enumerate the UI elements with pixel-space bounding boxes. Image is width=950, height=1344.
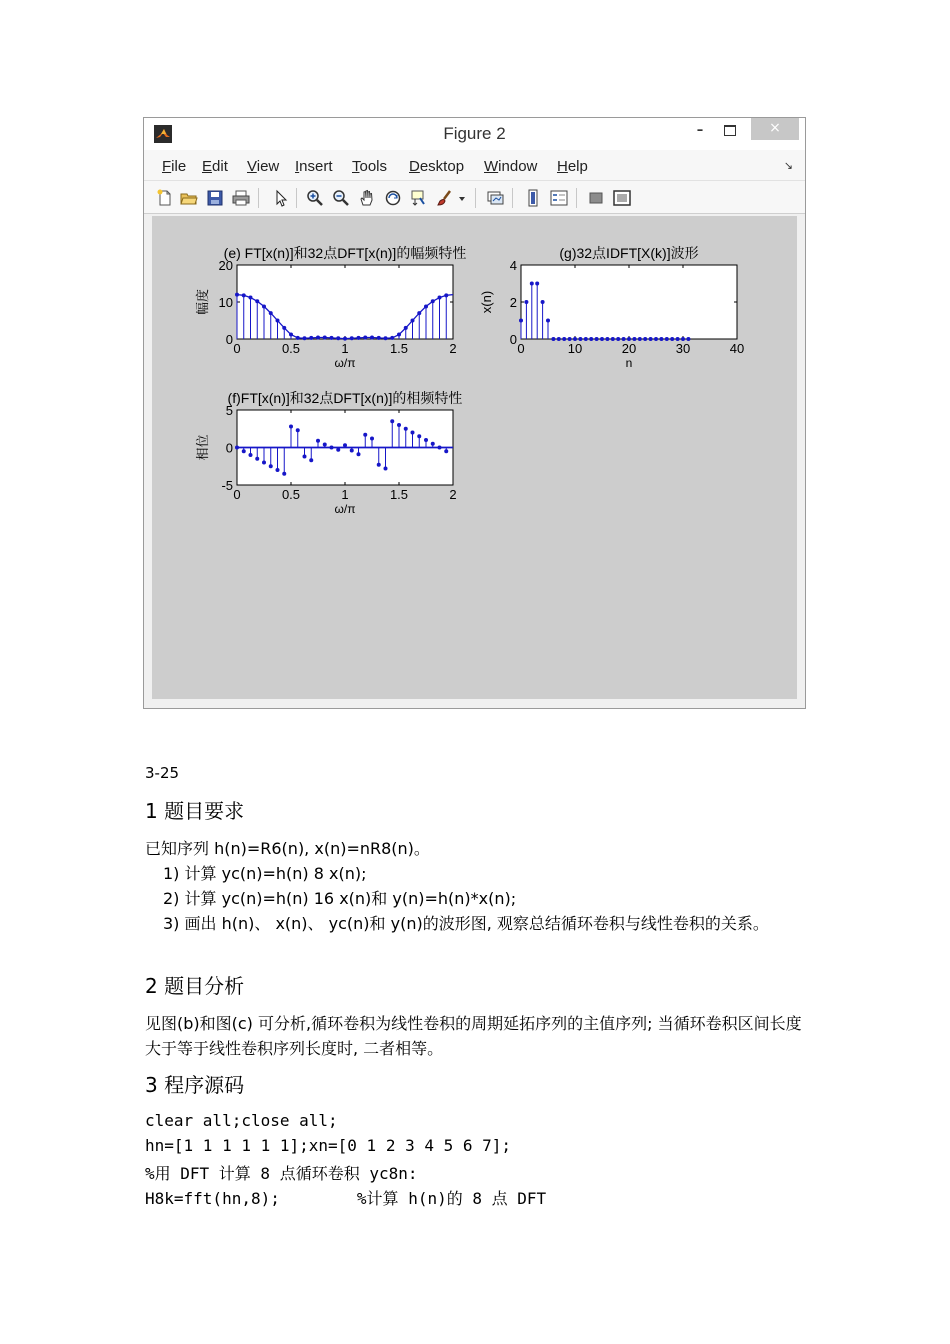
window-title: Figure 2 [443, 124, 506, 143]
stem-marker [595, 337, 599, 341]
toolbar-separator [512, 188, 513, 208]
stem-marker [255, 457, 259, 461]
requirement-intro: 已知序列 h(n)=R6(n), x(n)=nR8(n)。 [145, 839, 430, 858]
stem-marker [438, 296, 442, 300]
stem-marker [444, 449, 448, 453]
brush-dropdown-icon[interactable] [457, 189, 467, 207]
y-tick-label: 5 [225, 403, 233, 418]
axes-e [195, 245, 466, 370]
stem-marker [681, 337, 685, 341]
stem-marker [431, 442, 435, 446]
stem-marker [638, 337, 642, 341]
rotate-3d-icon[interactable] [384, 189, 402, 207]
title-bar[interactable] [144, 118, 805, 150]
y-tick-label: 0 [509, 332, 517, 347]
stem-marker [357, 336, 361, 340]
stem-marker [557, 337, 561, 341]
stem-marker [686, 337, 690, 341]
stem-marker [269, 311, 273, 315]
stem-marker [589, 337, 593, 341]
stem-marker [235, 293, 239, 297]
stem-marker [611, 337, 615, 341]
stem-marker [616, 337, 620, 341]
stem-marker [296, 428, 300, 432]
stem-marker [289, 425, 293, 429]
y-axis-label: 相位 [195, 434, 210, 461]
stem-marker [242, 293, 246, 297]
stem-marker [289, 333, 293, 337]
stem-marker [336, 336, 340, 340]
stem-marker [249, 296, 253, 300]
x-axis-label: n [625, 356, 633, 370]
colorbar-icon[interactable] [524, 189, 542, 207]
stem-marker [343, 337, 347, 341]
x-tick-label: 10 [567, 341, 583, 356]
stem-marker [330, 336, 334, 340]
maximize-button[interactable] [717, 120, 743, 142]
x-tick-label: 2 [449, 487, 457, 502]
open-file-icon[interactable] [180, 189, 198, 207]
x-tick-label: 2 [449, 341, 457, 356]
stem-marker [665, 337, 669, 341]
stem-marker [363, 336, 367, 340]
toolbar-separator [475, 188, 476, 208]
y-tick-label: 2 [509, 295, 517, 310]
stem-marker [397, 333, 401, 337]
heading-requirements: 1 题目要求 [145, 799, 245, 823]
x-tick-label: 1 [341, 341, 349, 356]
save-icon[interactable] [206, 189, 224, 207]
axes-f [195, 390, 462, 516]
stem-marker [390, 419, 394, 423]
stem-marker [316, 439, 320, 443]
menu-desktop[interactable]: Desktop [409, 158, 465, 175]
pointer-arrow-icon[interactable] [272, 189, 290, 207]
pan-hand-icon[interactable] [358, 189, 376, 207]
stem-marker [573, 337, 577, 341]
stem-marker [535, 282, 539, 286]
axes-g [479, 245, 744, 370]
stem-marker [303, 336, 307, 340]
maximize-icon [724, 125, 736, 136]
stem-marker [397, 423, 401, 427]
link-plot-icon[interactable] [486, 189, 504, 207]
stem-marker [384, 467, 388, 471]
stem-marker [578, 337, 582, 341]
stem-marker [242, 449, 246, 453]
toolbar-separator [576, 188, 577, 208]
stem-marker [627, 337, 631, 341]
stem-marker [384, 336, 388, 340]
stem-marker [377, 463, 381, 467]
requirement-item-2: 2) 计算 yc(n)=h(n) 16 x(n)和 y(n)=h(n)*x(n); [163, 889, 517, 908]
y-axis-label: x(n) [479, 290, 494, 314]
x-tick-label: 20 [621, 341, 637, 356]
x-tick-label: 0 [233, 487, 241, 502]
stem-marker [323, 336, 327, 340]
stem-marker [404, 427, 408, 431]
stem-marker [309, 336, 313, 340]
stem-marker [316, 336, 320, 340]
stem-marker [622, 337, 626, 341]
y-tick-label: 4 [509, 258, 517, 273]
toolbar-separator [296, 188, 297, 208]
stem-marker [551, 337, 555, 341]
stem-marker [309, 458, 313, 462]
stem-marker [519, 319, 523, 323]
x-tick-label: 1 [341, 487, 349, 502]
stem-marker [357, 452, 361, 456]
stem-marker [323, 443, 327, 447]
toolbar-separator [258, 188, 259, 208]
stem-marker [404, 326, 408, 330]
stem-marker [654, 337, 658, 341]
zoom-out-icon[interactable] [332, 189, 350, 207]
stem-marker [417, 311, 421, 315]
stem-marker [350, 336, 354, 340]
menu-file[interactable]: File [162, 158, 187, 175]
stem-marker [343, 443, 347, 447]
brush-icon[interactable] [436, 189, 454, 207]
stem-marker [643, 337, 647, 341]
stem-marker [568, 337, 572, 341]
stem-marker [411, 319, 415, 323]
show-plot-tools-icon[interactable] [613, 189, 631, 207]
stem-marker [600, 337, 604, 341]
stem-marker [424, 304, 428, 308]
y-tick-label: -5 [221, 478, 233, 493]
menu-edit[interactable]: Edit [202, 158, 228, 175]
section-number: 3-25 [145, 764, 180, 782]
stem-marker [524, 300, 528, 304]
menu-tools[interactable]: Tools [352, 158, 388, 175]
figure-plots [152, 216, 797, 699]
x-tick-label: 0 [233, 341, 241, 356]
stem-marker [541, 300, 545, 304]
chart-title: (f)FT[x(n)]和32点DFT[x(n)]的相频特性 [227, 390, 463, 406]
stem-marker [303, 455, 307, 459]
heading-source-code: 3 程序源码 [145, 1073, 245, 1097]
menu-help[interactable]: Help [557, 158, 588, 175]
stem-marker [350, 449, 354, 453]
heading-analysis: 2 题目分析 [145, 974, 245, 998]
x-tick-label: 30 [675, 341, 691, 356]
zoom-in-icon[interactable] [306, 189, 324, 207]
new-figure-icon[interactable] [156, 189, 174, 207]
stem-marker [676, 337, 680, 341]
plot-area [521, 265, 737, 339]
stem-marker [411, 431, 415, 435]
stem-marker [276, 319, 280, 323]
x-tick-label: 1.5 [389, 341, 409, 356]
code-line: H8k=fft(hn,8); %计算 h(n)的 8 点 DFT [145, 1189, 547, 1208]
stem-marker [262, 461, 266, 465]
plot-area [237, 265, 453, 339]
stem-marker [235, 446, 239, 450]
stem-marker [330, 446, 334, 450]
x-tick-label: 1.5 [389, 487, 409, 502]
stem-marker [659, 337, 663, 341]
stem-marker [249, 453, 253, 457]
minimize-button[interactable]: – [696, 123, 704, 138]
hide-plot-tools-icon[interactable] [587, 189, 605, 207]
requirement-item-1: 1) 计算 yc(n)=h(n) 8 x(n); [163, 864, 367, 883]
x-tick-label: 0.5 [281, 341, 301, 356]
analysis-paragraph: 见图(b)和图(c) 可分析,循环卷积为线性卷积的周期延拓序列的主值序列; 当循环卷积区间长度大于等于线性卷积序列长度时, 二者相等。 [145, 1014, 802, 1058]
figure-window [143, 117, 806, 709]
stem-marker [562, 337, 566, 341]
code-line: hn=[1 1 1 1 1 1];xn=[0 1 2 3 4 5 6 7]; [145, 1136, 512, 1155]
stem-marker [336, 448, 340, 452]
x-axis-label: ω/π [334, 356, 356, 370]
stem-marker [584, 337, 588, 341]
stem-marker [649, 337, 653, 341]
menu-view[interactable]: View [247, 158, 280, 175]
stem-marker [438, 446, 442, 450]
stem-marker [417, 434, 421, 438]
x-tick-label: 40 [729, 341, 745, 356]
stem-marker [370, 437, 374, 441]
legend-icon[interactable] [550, 189, 568, 207]
close-button[interactable]: × [751, 118, 799, 140]
y-tick-label: 0 [225, 440, 233, 456]
stem-marker [424, 438, 428, 442]
y-tick-label: 10 [218, 295, 233, 310]
menu-bar [144, 150, 805, 181]
menu-dock-arrow-icon[interactable]: ↘ [783, 159, 793, 172]
stem-marker [282, 326, 286, 330]
requirement-item-3: 3) 画出 h(n)、 x(n)、 yc(n)和 y(n)的波形图, 观察总结循环卷积与线性卷积的关系。 [163, 914, 769, 933]
chart-title: (g)32点IDFT[X(k)]波形 [559, 245, 699, 261]
x-tick-label: 0.5 [281, 487, 301, 502]
chart-title: (e) FT[x(n)]和32点DFT[x(n)]的幅频特性 [223, 245, 467, 261]
stem-marker [390, 336, 394, 340]
menu-insert[interactable]: Insert [295, 158, 333, 175]
code-line: %用 DFT 计算 8 点循环卷积 yc8n: [145, 1164, 418, 1183]
stem-marker [546, 319, 550, 323]
stem-marker [255, 299, 259, 303]
menu-window[interactable]: Window [484, 158, 538, 175]
code-line: clear all;close all; [145, 1111, 338, 1130]
stem-marker [269, 464, 273, 468]
stem-marker [363, 433, 367, 437]
stem-marker [296, 336, 300, 340]
figure-canvas [152, 216, 797, 699]
print-icon[interactable] [232, 189, 250, 207]
x-axis-label: ω/π [334, 502, 356, 516]
stem-marker [262, 304, 266, 308]
toolbar [144, 181, 805, 214]
stem-marker [632, 337, 636, 341]
y-axis-label: 幅度 [195, 288, 210, 316]
stem-marker [282, 472, 286, 476]
x-tick-label: 0 [517, 341, 525, 356]
stem-marker [377, 336, 381, 340]
y-tick-label: 0 [225, 332, 233, 347]
stem-marker [431, 299, 435, 303]
stem-marker [605, 337, 609, 341]
y-tick-label: 20 [218, 258, 233, 273]
data-cursor-icon[interactable] [410, 189, 428, 207]
stem-marker [444, 293, 448, 297]
stem-marker [370, 336, 374, 340]
stem-marker [670, 337, 674, 341]
stem-marker [530, 282, 534, 286]
stem-marker [276, 468, 280, 472]
